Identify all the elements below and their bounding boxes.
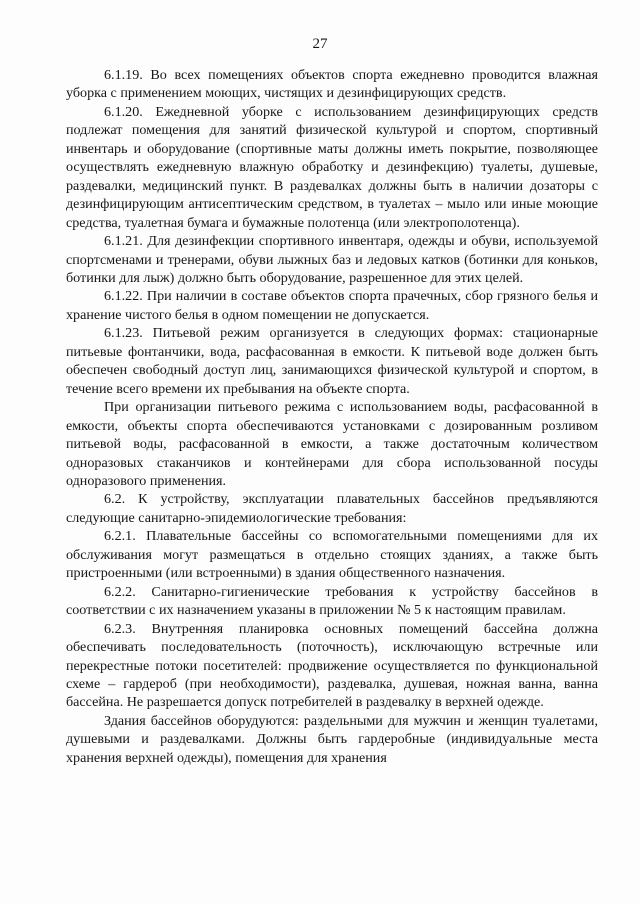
paragraph-6-2-1: 6.2.1. Плавательные бассейны со вспомогательными помещениями для их обслуживания могут размещаться в отдельно стоящих зданиях, а также быть пристроенными (или встроенными) в здания общественного назначения.	[66, 528, 598, 582]
paragraph-6-1-21: 6.1.21. Для дезинфекции спортивного инвентаря, одежды и обуви, используемой спортсменами и тренерами, обуви лыжных баз и ледовых катков (ботинки для коньков, ботинки для лыж) должно быть оборудование, разрешенное для этих целей.	[66, 233, 598, 286]
paragraph-drinking-water: При организации питьевого режима с использованием воды, расфасованной в емкости, объекты спорта обеспечиваются установками с дозированным розливом питьевой воды, расфасованной в емкости, а также достаточным количеством одноразовых стаканчиков и контейнерами для сбора использованной посуды одноразового применения.	[66, 399, 598, 489]
paragraph-6-1-22: 6.1.22. При наличии в составе объектов спорта прачечных, сбор грязного белья и хранение чистого белья в одном помещении не допускается.	[66, 288, 598, 323]
paragraph-6-1-20: 6.1.20. Ежедневной уборке с использованием дезинфицирующих средств подлежат помещения для занятий физической культурой и спортом, спортивный инвентарь и оборудование (спортивные маты должны иметь покрытие, позволяющее осуществлять ежедневную влажную обработку и дезинфекцию) туалеты, душевые, раздевалки, медицинский пункт. В раздевалках должны быть в наличии дозаторы с дезинфицирующим антисептическим средством, в туалетах – мыло или иные моющие средства, туалетная бумага и бумажные полотенца (или электрополотенца).	[66, 103, 598, 231]
document-body	[66, 66, 598, 767]
paragraph-6-1-19: 6.1.19. Во всех помещениях объектов спорта ежедневно проводится влажная уборка с применением моющих, чистящих и дезинфицирующих средств.	[66, 67, 598, 102]
paragraph-6-2-2: 6.2.2. Санитарно-гигиенические требования к устройству бассейнов в соответствии с их назначением указаны в приложении № 5 к настоящим правилам.	[66, 583, 598, 619]
paragraph-6-2-3: 6.2.3. Внутренняя планировка основных помещений бассейна должна обеспечивать последовательность (поточность), исключающую встречные или перекрестные потоки посетителей: продвижение осуществляется по функциональной схеме – гардероб (при необходимости), раздевалка, душевая, ножная ванна, ванна бассейна. Не разрешается допуск потребителей в раздевалку в верхней одежде.	[66, 620, 598, 711]
paragraph-6-2: 6.2. К устройству, эксплуатации плавательных бассейнов предъявляются следующие санитарно-эпидемиологические требования:	[66, 491, 598, 526]
paragraph-pool-buildings: Здания бассейнов оборудуются: раздельными для мужчин и женщин туалетами, душевыми и раздевалками. Должны быть гардеробные (индивидуальные места хранения верхней одежды), помещения для хранения	[66, 712, 598, 766]
paragraph-6-1-23: 6.1.23. Питьевой режим организуется в следующих формах: стационарные питьевые фонтанчики, вода, расфасованная в емкости. К питьевой воде должен быть обеспечен свободный доступ лиц, занимающихся физической культурой и спортом, в течение всего времени их пребывания на объекте спорта.	[66, 325, 598, 397]
page-number: 27	[312, 36, 328, 52]
